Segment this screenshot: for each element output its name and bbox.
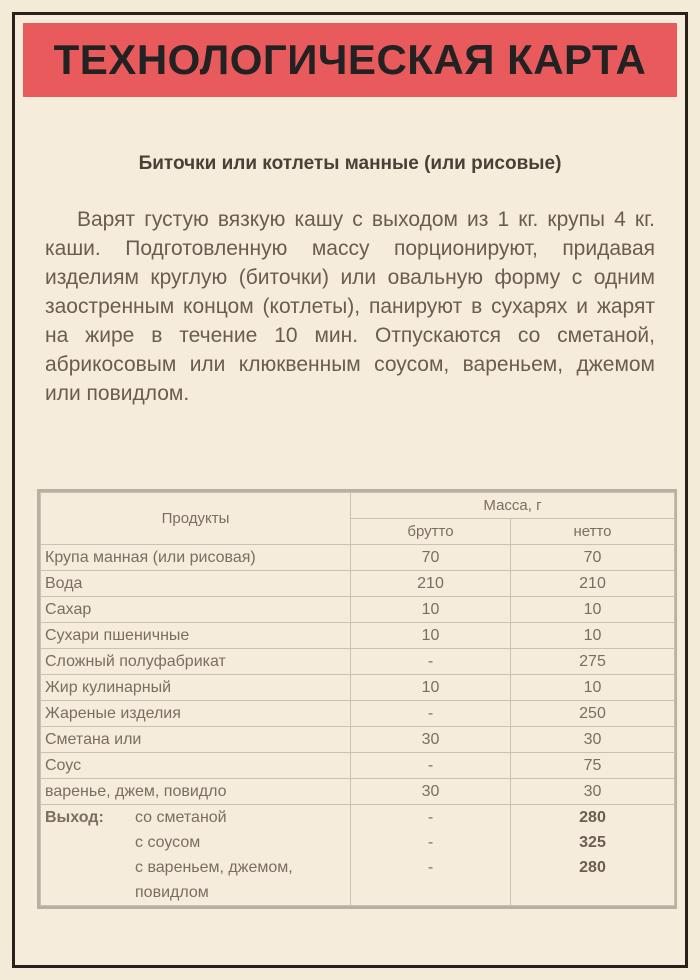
row-brutto: 10 bbox=[351, 675, 511, 701]
output-row bbox=[41, 830, 675, 855]
output-variant: повидлом bbox=[135, 883, 209, 901]
row-product: Сахар bbox=[41, 597, 351, 623]
recipe-subtitle: Биточки или котлеты манные (или рисовые) bbox=[138, 153, 562, 174]
table-row bbox=[41, 675, 675, 701]
row-brutto: - bbox=[351, 649, 511, 675]
table-row bbox=[41, 779, 675, 805]
row-netto: 210 bbox=[511, 571, 675, 597]
output-brutto: - bbox=[351, 805, 511, 831]
output-netto: 280 bbox=[511, 805, 675, 831]
output-row bbox=[41, 855, 675, 880]
row-netto: 70 bbox=[511, 545, 675, 571]
table-row bbox=[41, 701, 675, 727]
row-brutto: 10 bbox=[351, 623, 511, 649]
table-row bbox=[41, 545, 675, 571]
row-brutto: 70 bbox=[351, 545, 511, 571]
table-row bbox=[41, 727, 675, 753]
ingredients-table bbox=[37, 489, 677, 909]
page-title: ТЕХНОЛОГИЧЕСКАЯ КАРТА bbox=[53, 36, 647, 83]
row-netto: 75 bbox=[511, 753, 675, 779]
output-row bbox=[41, 805, 675, 831]
row-product: Жир кулинарный bbox=[41, 675, 351, 701]
table-row bbox=[41, 597, 675, 623]
row-product: варенье, джем, повидло bbox=[41, 779, 351, 805]
recipe-text: Варят густую вязкую кашу с выходом из 1 кг. крупы 4 кг. каши. Подготовленную массу порционируют, придавая изделиям круглую (биточки) или овальную форму с одним заостренным концом (котлеты), панируют в сухарях и жарят на жире в течение 10 мин. Отпускаются со сметаной, абрикосовым или клюквенным соусом, вареньем, джемом или повидлом. bbox=[45, 208, 655, 405]
table-row bbox=[41, 753, 675, 779]
row-netto: 10 bbox=[511, 623, 675, 649]
output-brutto: - bbox=[351, 855, 511, 880]
header-netto: нетто bbox=[511, 519, 675, 545]
output-netto: 280 bbox=[511, 855, 675, 880]
header-products: Продукты bbox=[41, 493, 351, 545]
row-product: Вода bbox=[41, 571, 351, 597]
row-product: Крупа манная (или рисовая) bbox=[41, 545, 351, 571]
row-brutto: 210 bbox=[351, 571, 511, 597]
row-brutto: 10 bbox=[351, 597, 511, 623]
table-row bbox=[41, 649, 675, 675]
row-netto: 30 bbox=[511, 779, 675, 805]
row-brutto: 30 bbox=[351, 727, 511, 753]
output-variant: с соусом bbox=[135, 833, 201, 851]
row-brutto: - bbox=[351, 753, 511, 779]
output-label: Выход: bbox=[45, 808, 104, 826]
row-brutto: 30 bbox=[351, 779, 511, 805]
table-row bbox=[41, 623, 675, 649]
row-netto: 10 bbox=[511, 675, 675, 701]
header-mass: Масса, г bbox=[351, 493, 675, 519]
row-netto: 10 bbox=[511, 597, 675, 623]
header-brutto: брутто bbox=[351, 519, 511, 545]
row-product: Сухари пшеничные bbox=[41, 623, 351, 649]
output-netto: 325 bbox=[511, 830, 675, 855]
title-banner bbox=[23, 23, 677, 97]
output-variant: со сметаной bbox=[135, 808, 227, 826]
output-netto bbox=[511, 880, 675, 906]
row-netto: 30 bbox=[511, 727, 675, 753]
output-brutto: - bbox=[351, 830, 511, 855]
poster-frame bbox=[12, 12, 688, 968]
row-product: Соус bbox=[41, 753, 351, 779]
table-row bbox=[41, 571, 675, 597]
row-product: Сложный полуфабрикат bbox=[41, 649, 351, 675]
row-netto: 250 bbox=[511, 701, 675, 727]
row-brutto: - bbox=[351, 701, 511, 727]
output-row bbox=[41, 880, 675, 906]
row-product: Сметана или bbox=[41, 727, 351, 753]
row-netto: 275 bbox=[511, 649, 675, 675]
output-variant: с вареньем, джемом, bbox=[135, 858, 293, 876]
row-product: Жареные изделия bbox=[41, 701, 351, 727]
output-brutto bbox=[351, 880, 511, 906]
